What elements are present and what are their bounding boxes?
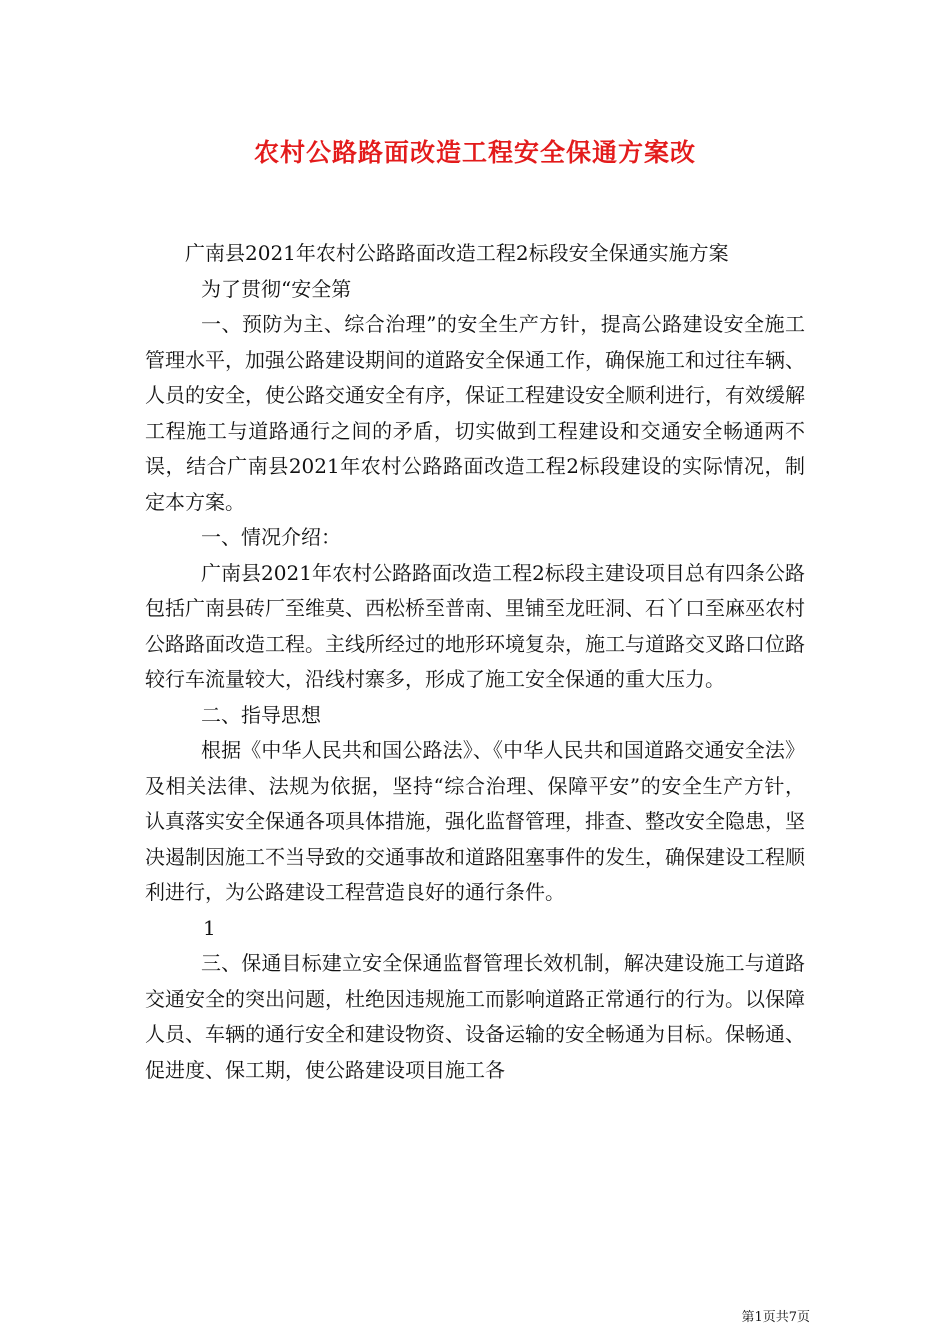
paragraph-subtitle: 广南县2021年农村公路路面改造工程2标段安全保通实施方案 [185,241,729,265]
document-title: 农村公路路面改造工程安全保通方案改 [253,138,696,167]
section-heading-guiding: 二、指导思想 [201,702,321,727]
paragraph-target: 三、保通目标建立安全保通监督管理长效机制，解决建设施工与道路交通安全的突出问题，杜绝因违规施工而影响道路正常通行的行为。以保障人员、车辆的通行安全和建设物资、设备运输的安全畅通为目标。保畅通、促进度、保工期，使公路建设项目施工各 [145,951,805,1082]
section-heading-situation: 一、情况介绍： [201,525,341,549]
paragraph-policy: 一、预防为主、综合治理”的安全生产方针，提高公路建设安全施工管理水平，加强公路建设期间的道路安全保通工作，确保施工和过往车辆、人员的安全，使公路交通安全有序，保证工程建设安全顺利进行，有效缓解工程施工与道路通行之间的矛盾，切实做到工程建设和交通安全畅通两不误，结合广南县2021年农村公路路面改造工程2标段建设的实际情况，制定本方案。 [145,312,805,514]
page-footer: 第1页共7页 [741,1310,810,1325]
paragraph-situation: 广南县2021年农村公路路面改造工程2标段主建设项目总有四条公路包括广南县砖厂至维莫、西松桥至普南、里铺至龙旺洞、石丫口至麻巫农村公路路面改造工程。主线所经过的地形环境复杂，施工与道路交叉路口位路较行车流量较大，沿线村寨多，形成了施工安全保通的重大压力。 [145,560,805,691]
paragraph-intro: 为了贯彻“安全第 [201,276,352,301]
inline-page-number: 1 [203,915,216,940]
document-body [145,236,805,1088]
paragraph-guiding: 根据《中华人民共和国公路法》、《中华人民共和国道路交通安全法》及相关法律、法规为依据，坚持“综合治理、保障平安”的安全生产方针，认真落实安全保通各项具体措施，强化监督管理，排查、整改安全隐患，坚决遏制因施工不当导致的交通事故和道路阻塞事件的发生，确保建设工程顺利进行，为公路建设工程营造良好的通行条件。 [145,738,805,904]
